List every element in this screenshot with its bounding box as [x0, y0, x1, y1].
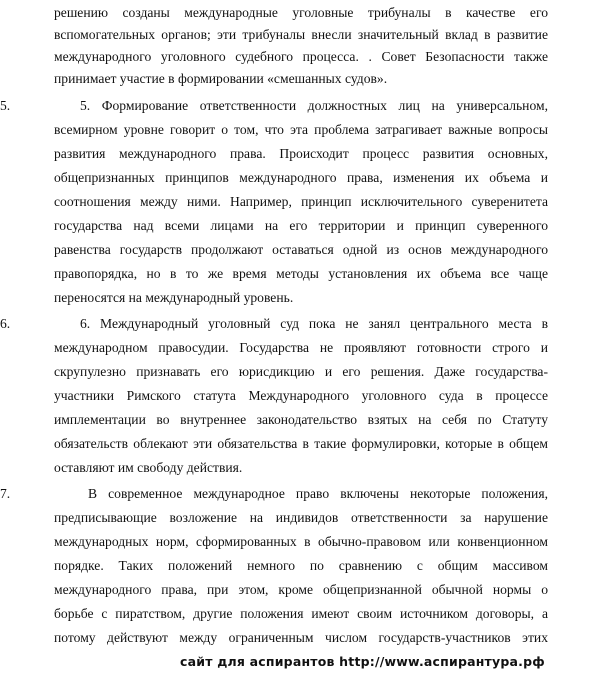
text-line: международном правосудии. Государства не проявляют готовности строго и: [54, 340, 548, 355]
text-line: обязательств облекают эти обязательства в такие формулировки, которые в общем: [54, 436, 548, 451]
text-line: переносятся на международный уровень.: [54, 290, 294, 305]
text-line: правопорядка, но в то же время методы установления их объема все чаще: [54, 266, 548, 281]
text-line: всемирном уровне говорит о том, что эта проблема затрагивает важные вопросы: [54, 122, 548, 137]
text-line: потому действуют между ограниченным числом государств-участников этих: [54, 630, 548, 645]
text-line: участники Римского статута Международного уголовного суда в процессе: [54, 388, 548, 403]
text-line: борьбе с пиратством, другие положения имеют своим источником договоры, а: [54, 606, 548, 621]
text-line: принимает участие в формировании «смешанных судов».: [54, 71, 388, 86]
text-line: 5. Формирование ответственности должностных лиц на универсальном,: [80, 98, 548, 113]
text-line: общепризнанных принципов международного права, изменения их объема и: [54, 170, 548, 185]
text-line: скрупулезно признавать его юрисдикцию и его решения. Даже государства-: [54, 364, 548, 379]
paragraph-number: 5.: [0, 98, 11, 113]
text-line: соотношения между ними. Например, принцип исключительного суверенитета: [54, 194, 548, 209]
text-line: международных норм, сформированных в обычно-правовом или конвенционном: [54, 534, 548, 549]
text-line: порядке. Таких положений немного по сравнению с общим массивом: [54, 558, 548, 573]
text-line: государства над всеми лицами на его территории и принцип суверенного: [54, 218, 548, 233]
text-line: равенства государств продолжают оставаться одной из основ международного: [54, 242, 548, 257]
text-line: развития международного права. Происходит процесс развития основных,: [54, 146, 548, 161]
text-line: решению созданы международные уголовные трибуналы в качестве его: [54, 5, 548, 20]
text-line: 6. Международный уголовный суд пока не занял центрального места в: [80, 316, 548, 331]
site-footer-caption: сайт для аспирантов http://www.аспирантура.рф: [180, 654, 545, 669]
text-line: имплементации во внутреннее законодательство взятых на себя по Статуту: [54, 412, 548, 427]
text-line: оставляют им свободу действия.: [54, 460, 243, 475]
paragraph-number: 7.: [0, 486, 11, 501]
text-line: предписывающие возложение на индивидов ответственности за нарушение: [54, 510, 548, 525]
text-line: вспомогательных органов; эти трибуналы внесли значительный вклад в развитие: [54, 27, 548, 42]
text-line: международного уголовного судебного процесса. . Совет Безопасности также: [54, 49, 548, 64]
paragraph-number: 6.: [0, 316, 11, 331]
text-line: международного права, при этом, кроме общепризнанной обычной нормы о: [54, 582, 548, 597]
text-line: В современное международное право включены некоторые положения,: [88, 486, 548, 501]
